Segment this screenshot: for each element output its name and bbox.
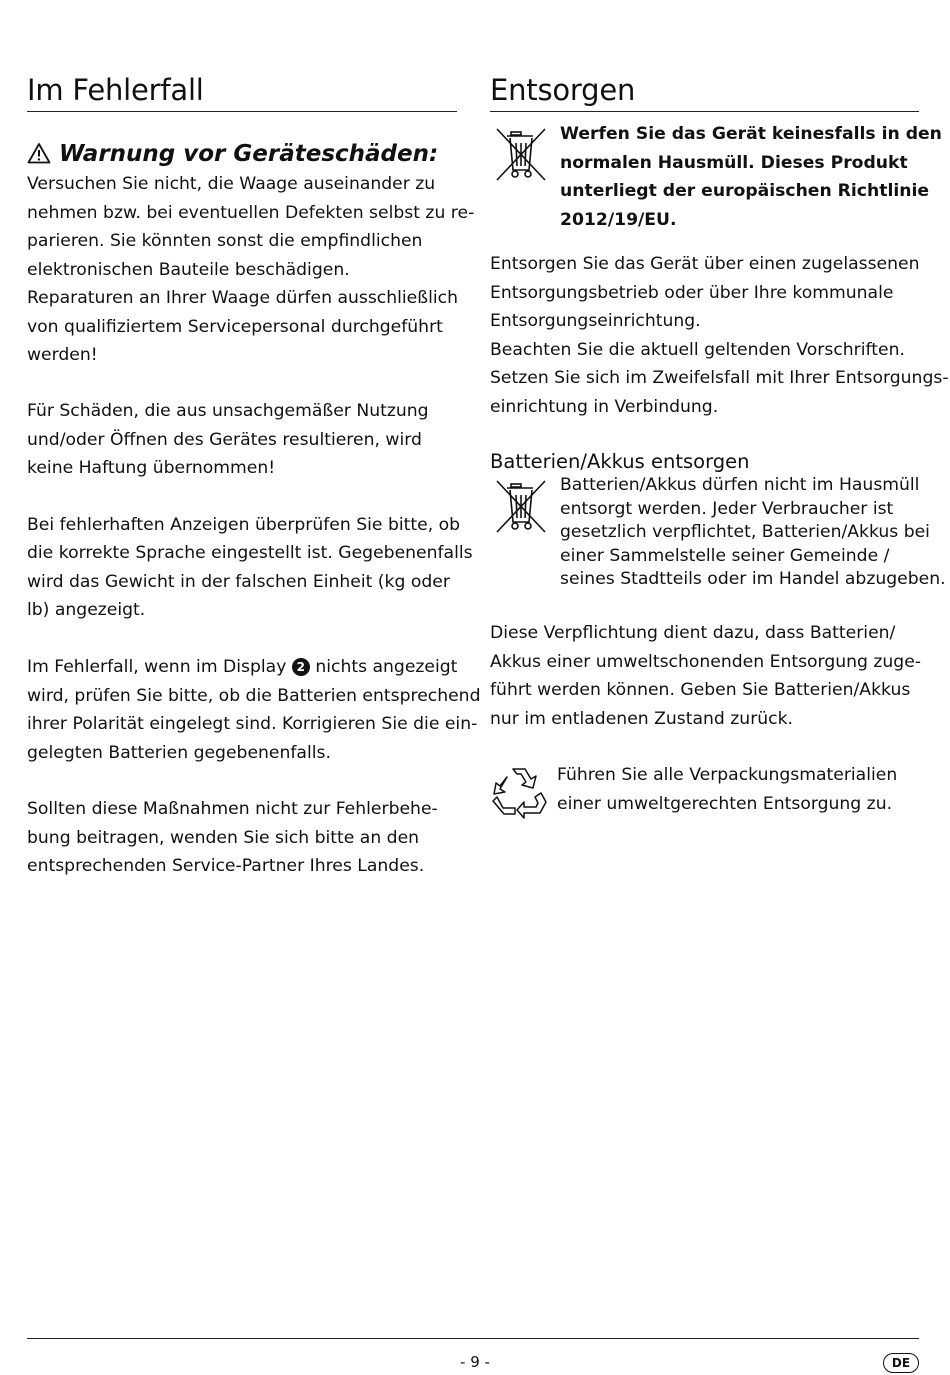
paragraph-line: Entsorgungseinrichtung. (490, 311, 701, 331)
paragraph-line: nur im entladenen Zustand zurück. (490, 708, 794, 729)
paragraph-line: die korrekte Sprache eingestellt ist. Gegebenenfalls (27, 543, 473, 563)
paragraph-line: gelegten Batterien gegebenenfalls. (27, 742, 331, 763)
title-underline (27, 111, 457, 112)
bold-notice-line: unterliegt der europäischen Richtlinie (560, 181, 930, 201)
warning-line: Versuchen Sie nicht, die Waage auseinander zu (27, 174, 436, 194)
recycle-line: Führen Sie alle Verpackungsmaterialien (557, 765, 898, 785)
paragraph-line: entsprechenden Service-Partner Ihres Landes. (27, 856, 425, 876)
battery-line: einer Sammelstelle seiner Gemeinde / (560, 545, 890, 566)
paragraph-line: bung beitragen, wenden Sie sich bitte an den (27, 827, 420, 848)
crossed-out-wheelie-bin-icon (495, 126, 549, 186)
text-fragment: nichts angezeigt (309, 657, 458, 677)
battery-subheading: Batterien/Akkus entsorgen (490, 450, 750, 473)
language-badge: DE (883, 1353, 919, 1373)
warning-line: von qualifiziertem Servicepersonal durchgeführt (27, 316, 443, 337)
section-title-fehlerfall: Im Fehlerfall (27, 73, 204, 107)
paragraph-line: einrichtung in Verbindung. (490, 396, 719, 417)
battery-line: Batterien/Akkus dürfen nicht im Hausmüll (560, 475, 920, 495)
paragraph-line: Diese Verpflichtung dient dazu, dass Batterien/ (490, 623, 896, 643)
paragraph-line: Entsorgen Sie das Gerät über einen zugelassenen (490, 254, 920, 274)
paragraph-line: Setzen Sie sich im Zweifelsfall mit Ihrer Entsorgungs- (490, 368, 949, 388)
bold-notice-line: Werfen Sie das Gerät keinesfalls in den (560, 124, 942, 144)
crossed-out-wheelie-bin-icon (495, 478, 549, 538)
recycle-line: einer umweltgerechten Entsorgung zu. (557, 793, 893, 814)
paragraph-line: Sollten diese Maßnahmen nicht zur Fehlerbehe- (27, 799, 438, 819)
warning-triangle-icon (27, 141, 59, 167)
paragraph-line: wird das Gewicht in der falschen Einheit (kg oder (27, 571, 450, 592)
bold-notice-line: 2012/19/EU. (560, 209, 677, 230)
bold-notice-line: normalen Hausmüll. Dieses Produkt (560, 152, 908, 173)
recycle-icon (491, 763, 549, 823)
footer-rule (27, 1338, 919, 1339)
paragraph-line: führt werden können. Geben Sie Batterien/Akkus (490, 680, 911, 700)
warning-line: elektronischen Bauteile beschädigen. (27, 259, 350, 280)
paragraph-line: Bei fehlerhaften Anzeigen überprüfen Sie bitte, ob (27, 514, 461, 535)
paragraph-line: wird, prüfen Sie bitte, ob die Batterien entsprechend (27, 685, 481, 706)
warning-heading (27, 138, 438, 170)
paragraph-line: ihrer Polarität eingelegt sind. Korrigieren Sie die ein- (27, 714, 478, 734)
battery-line: gesetzlich verpflichtet, Batterien/Akkus bei (560, 522, 930, 543)
battery-line: seines Stadtteils oder im Handel abzugeben. (560, 569, 946, 590)
paragraph-line: lb) angezeigt. (27, 600, 146, 620)
paragraph-line: Entsorgungsbetrieb oder über Ihre kommunale (490, 282, 894, 303)
paragraph-line (27, 653, 457, 682)
section-title-entsorgen: Entsorgen (490, 73, 636, 107)
title-underline (490, 111, 919, 112)
battery-line: entsorgt werden. Jeder Verbraucher ist (560, 498, 894, 519)
warning-line: nehmen bzw. bei eventuellen Defekten selbst zu re- (27, 202, 475, 223)
warning-line: werden! (27, 345, 98, 365)
paragraph-line: Beachten Sie die aktuell geltenden Vorschriften. (490, 339, 905, 360)
display-reference-badge: 2 (292, 658, 310, 676)
paragraph-line: und/oder Öffnen des Gerätes resultieren, wird (27, 429, 422, 450)
warning-title: Warnung vor Geräteschäden: (59, 141, 439, 167)
page-number: - 9 - (460, 1353, 490, 1371)
warning-line: parieren. Sie könnten sonst die empfindlichen (27, 231, 423, 251)
paragraph-line: Für Schäden, die aus unsachgemäßer Nutzung (27, 401, 429, 421)
paragraph-line: Akkus einer umweltschonenden Entsorgung zuge- (490, 651, 921, 672)
paragraph-line: keine Haftung übernommen! (27, 458, 276, 478)
warning-line: Reparaturen an Ihrer Waage dürfen ausschließlich (27, 288, 458, 308)
text-fragment: Im Fehlerfall, wenn im Display (27, 657, 292, 677)
